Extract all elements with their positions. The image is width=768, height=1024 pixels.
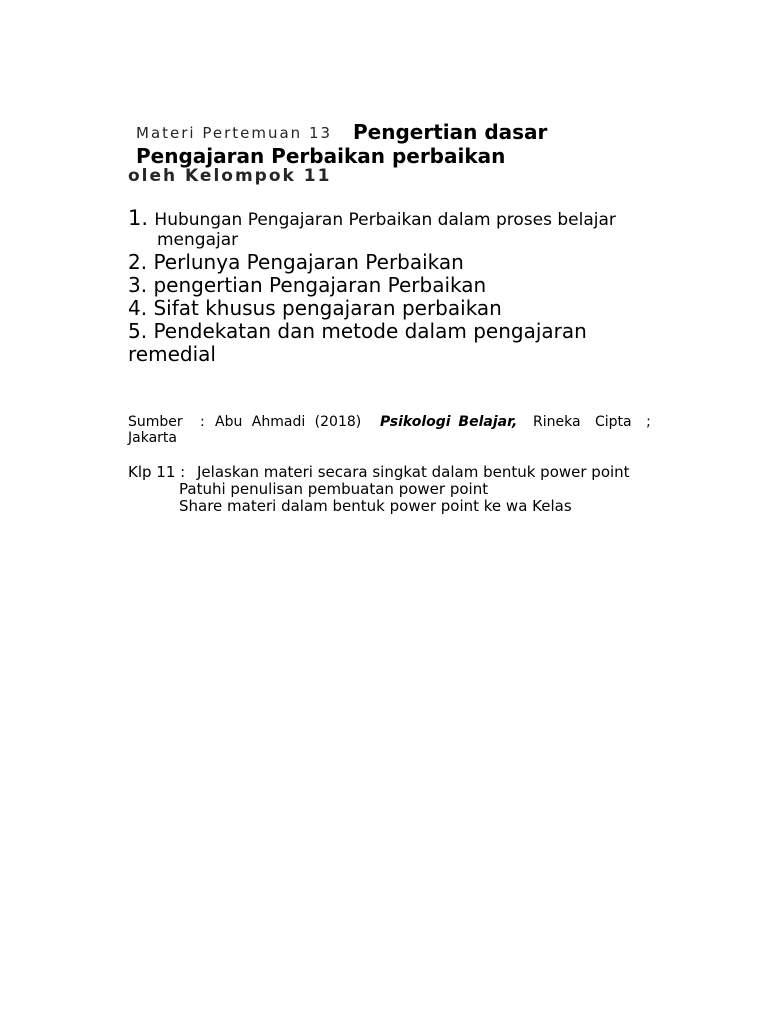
list-item	[128, 273, 486, 297]
heading-prefix: Materi Pertemuan 13	[136, 124, 333, 142]
heading-group: oleh Kelompok 11	[128, 166, 332, 186]
list-item-text: Perlunya Pengajaran Perbaikan	[153, 250, 464, 274]
source-colon: :	[200, 414, 205, 430]
list-item-continuation: remedial	[128, 342, 216, 366]
list-item-text: Hubungan Pengajaran Perbaikan dalam proses belajar	[154, 210, 616, 230]
source-publisher: Rineka Cipta ;	[533, 414, 651, 430]
source-label: Sumber	[128, 414, 183, 430]
heading-title-line2: Pengajaran Perbaikan perbaikan	[136, 144, 506, 168]
list-item-number: 1.	[128, 206, 149, 230]
list-item-number: 3.	[128, 273, 148, 297]
source-author: Abu Ahmadi (2018)	[215, 414, 362, 430]
task-line: Jelaskan materi secara singkat dalam bentuk power point	[197, 463, 630, 481]
heading-title-line1: Pengertian dasar	[353, 120, 548, 144]
list-item-text: pengertian Pengajaran Perbaikan	[153, 273, 487, 297]
list-item-continuation: mengajar	[157, 230, 239, 250]
list-item	[128, 206, 616, 230]
list-item-text: Sifat khusus pengajaran perbaikan	[153, 296, 502, 320]
list-item	[128, 250, 464, 274]
list-item	[128, 296, 502, 320]
task-line: Patuhi penulisan pembuatan power point	[179, 480, 489, 498]
source-book-title: Psikologi Belajar,	[380, 414, 518, 430]
task-label: Klp 11 :	[128, 463, 186, 481]
list-item-text: Pendekatan dan metode dalam pengajaran	[153, 319, 587, 343]
list-item	[128, 319, 587, 343]
list-item-number: 5.	[128, 319, 148, 343]
list-item-number: 2.	[128, 250, 148, 274]
task-line: Share materi dalam bentuk power point ke wa Kelas	[179, 497, 572, 515]
source-city: Jakarta	[128, 430, 177, 446]
list-item-number: 4.	[128, 296, 148, 320]
